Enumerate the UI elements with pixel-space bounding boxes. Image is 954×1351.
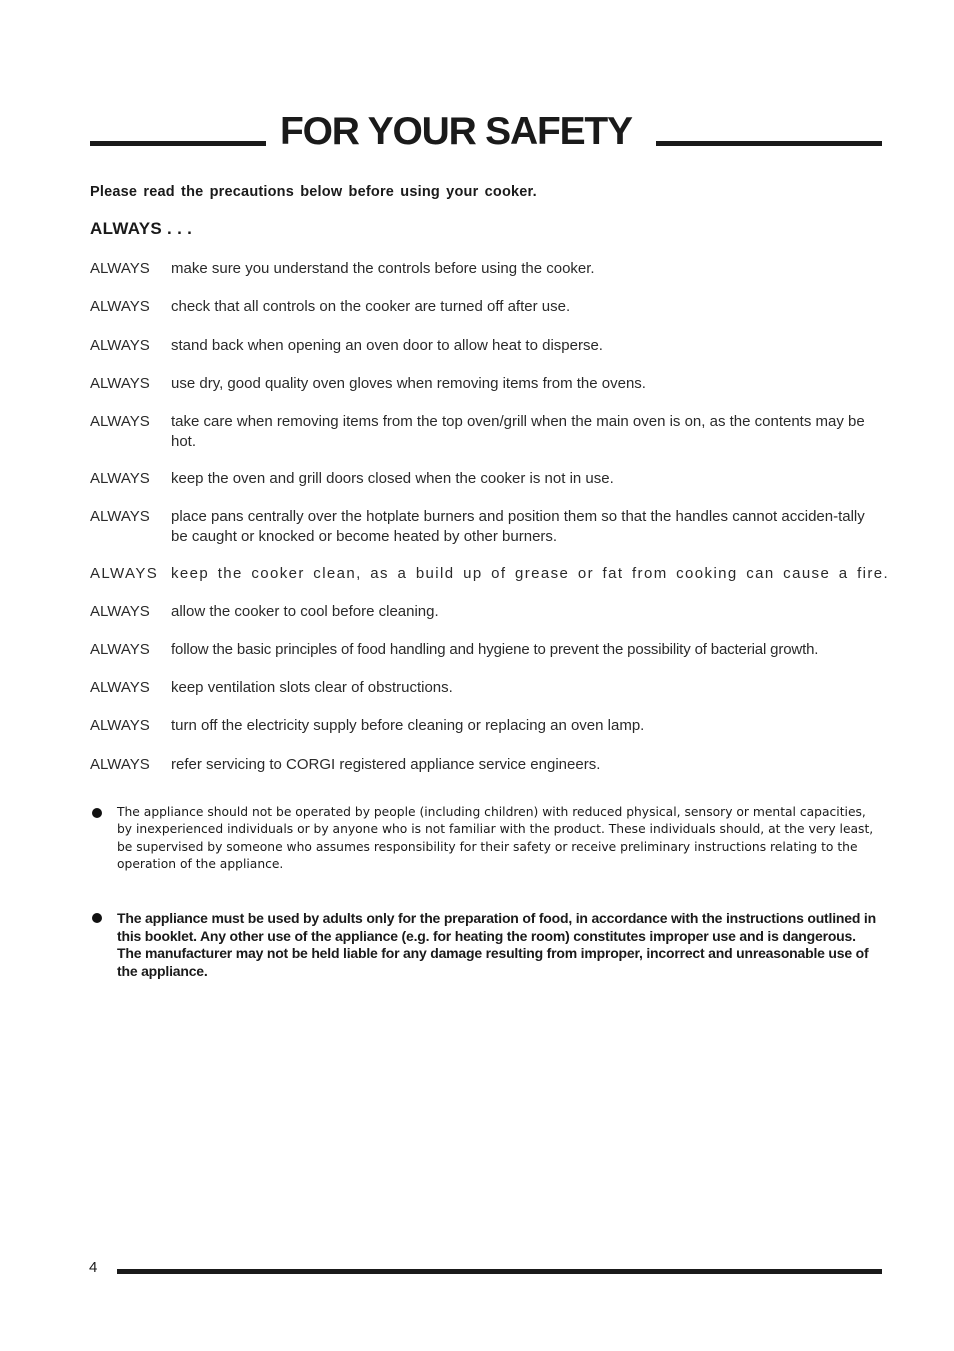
rule-text: check that all controls on the cooker are turned off after use. bbox=[171, 298, 571, 315]
rule-text: allow the cooker to cool before cleaning. bbox=[171, 603, 439, 620]
title-rule-left bbox=[90, 141, 266, 146]
rule-text: keep the oven and grill doors closed when the cooker is not in use. bbox=[171, 470, 614, 487]
rule-text: take care when removing items from the top oven/grill when the main oven is on, as the contents may be hot. bbox=[171, 413, 865, 450]
rule-label: ALWAYS bbox=[90, 413, 150, 430]
rule-label: ALWAYS bbox=[90, 603, 150, 620]
rule-label: ALWAYS bbox=[90, 756, 150, 773]
rule-text: turn off the electricity supply before cleaning or replacing an oven lamp. bbox=[171, 717, 645, 734]
rule-label: ALWAYS bbox=[90, 337, 150, 354]
page-number: 4 bbox=[89, 1259, 98, 1276]
rule-text: make sure you understand the controls before using the cooker. bbox=[171, 260, 595, 277]
bullet-dot-icon bbox=[92, 913, 102, 923]
rule-text: use dry, good quality oven gloves when removing items from the ovens. bbox=[171, 375, 646, 392]
rule-label: ALWAYS bbox=[90, 717, 150, 734]
title-row bbox=[90, 108, 882, 160]
rule-text: stand back when opening an oven door to allow heat to disperse. bbox=[171, 337, 603, 354]
rule-label: ALWAYS bbox=[90, 260, 150, 277]
rule-label: ALWAYS bbox=[90, 375, 150, 392]
rule-label: ALWAYS bbox=[90, 470, 150, 487]
footer-rule bbox=[117, 1269, 882, 1274]
rule-label: ALWAYS bbox=[90, 565, 159, 582]
note-text: The appliance must be used by adults only for the preparation of food, in accordance with the instructions outlined in this booklet. Any other use of the appliance (e.g. for heating the room) constitutes improper use and is dangerous. The manufacturer may not be held liable for any damage resulting from improper, incorrect and unreasonable use of the appliance. bbox=[117, 910, 876, 979]
rule-text: keep the cooker clean, as a build up of grease or fat from cooking can cause a fire. bbox=[171, 565, 890, 582]
always-heading: ALWAYS . . . bbox=[90, 219, 193, 238]
rule-label: ALWAYS bbox=[90, 641, 150, 658]
rule-label: ALWAYS bbox=[90, 679, 150, 696]
note-text: The appliance should not be operated by people (including children) with reduced physical, sensory or mental capacities, by inexperienced individuals or by anyone who is not familiar with the product. These individuals should, at the very least, be supervised by someone who assumes responsibility for their safety or receive preliminary instructions relating to the operation of the appliance. bbox=[117, 805, 874, 872]
rule-label: ALWAYS bbox=[90, 508, 150, 525]
page-title: FOR YOUR SAFETY bbox=[280, 110, 632, 153]
intro-text: Please read the precautions below before using your cooker. bbox=[90, 184, 537, 200]
rule-text: place pans centrally over the hotplate burners and position them so that the handles cannot acciden-tally be caught or knocked or become heated by other burners. bbox=[171, 508, 865, 545]
rule-label: ALWAYS bbox=[90, 298, 150, 315]
bullet-dot-icon bbox=[92, 808, 102, 818]
title-rule-right bbox=[656, 141, 882, 146]
rule-text: refer servicing to CORGI registered appliance service engineers. bbox=[171, 756, 601, 773]
rule-text: keep ventilation slots clear of obstructions. bbox=[171, 679, 453, 696]
rule-text: follow the basic principles of food handling and hygiene to prevent the possibility of bacterial growth. bbox=[171, 641, 819, 658]
